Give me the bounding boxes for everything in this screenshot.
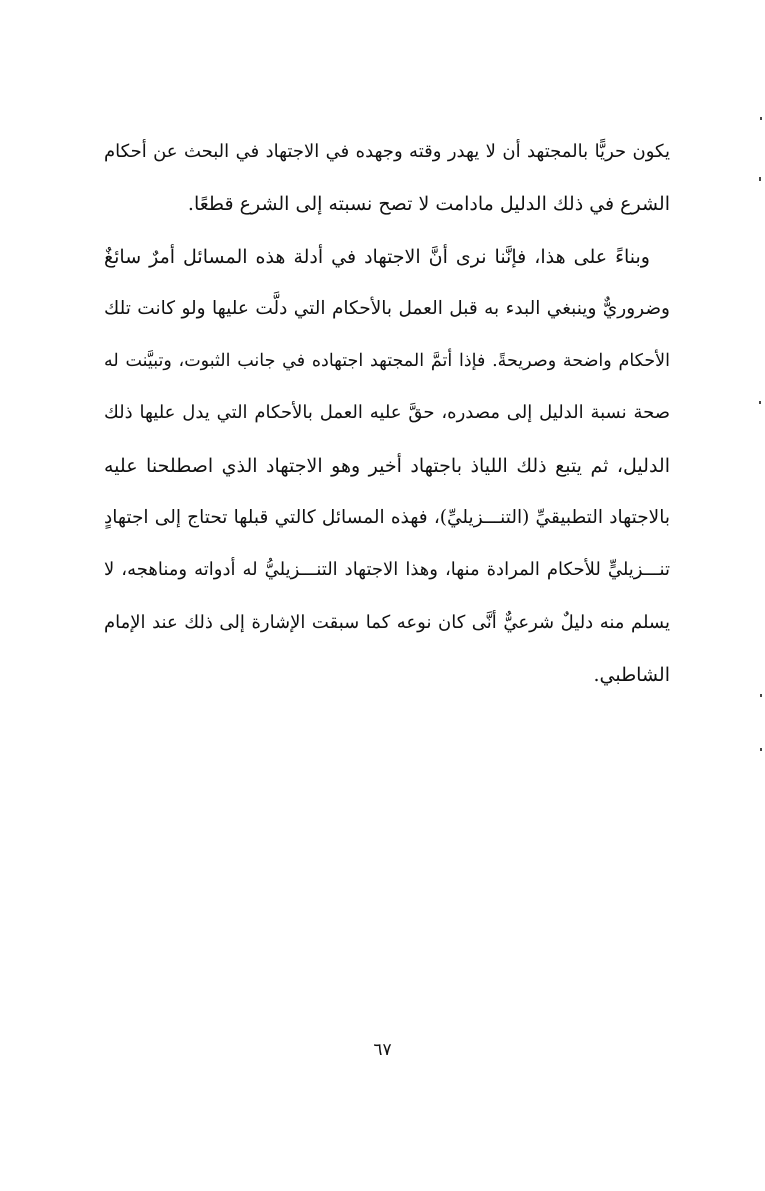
scan-artifact-mark xyxy=(760,694,762,697)
text-line: يكون حريًّا بالمجتهد أن لا يهدر وقته وجهده في الاجتهاد في البحث عن أحكام xyxy=(104,141,670,162)
scan-artifact-mark xyxy=(759,401,761,404)
text-line: الشرع في ذلك الدليل مادامت لا تصح نسبته إلى الشرع قطعًا. xyxy=(187,193,670,216)
body-text xyxy=(104,126,670,701)
text-line: تنـــزيليٍّ للأحكام المرادة منها، وهذا الاجتهاد التنـــزيليُّ له أدواته ومناهجه، لا xyxy=(104,559,670,581)
text-line: بالاجتهاد التطبيقيِّ (التنـــزيليِّ)، فهذه المسائل كالتي قبلها تحتاج إلى اجتهادٍ xyxy=(104,507,670,529)
page-number: ٦٧ xyxy=(373,1040,392,1060)
text-line: وضروريٌّ وينبغي البدء به قبل العمل بالأحكام التي دلَّت عليها ولو كانت تلك xyxy=(104,297,670,319)
text-line: الشاطبي. xyxy=(593,663,670,686)
scan-artifact-mark xyxy=(760,748,762,751)
text-line: الأحكام واضحة وصريحةً. فإذا أتمَّ المجتهد اجتهاده في جانب الثبوت، وتبيَّنت له xyxy=(104,351,670,372)
text-line: صحة نسبة الدليل إلى مصدره، حقَّ عليه العمل بالأحكام التي يدل عليها ذلك xyxy=(104,402,670,424)
scan-artifact-mark xyxy=(760,117,762,120)
text-line: يسلم منه دليلٌ شرعيٌّ أنَّى كان نوعه كما سبقت الإشارة إلى ذلك عند الإمام xyxy=(104,611,670,633)
text-line: وبناءً على هذا، فإنَّنا نرى أنَّ الاجتهاد في أدلة هذه المسائل أمرٌ سائغٌ xyxy=(104,245,650,268)
scan-artifact-mark xyxy=(759,177,761,181)
text-line: الدليل، ثم يتبع ذلك اللياذ باجتهاد أخير وهو الاجتهاد الذي اصطلحنا عليه xyxy=(104,454,670,477)
